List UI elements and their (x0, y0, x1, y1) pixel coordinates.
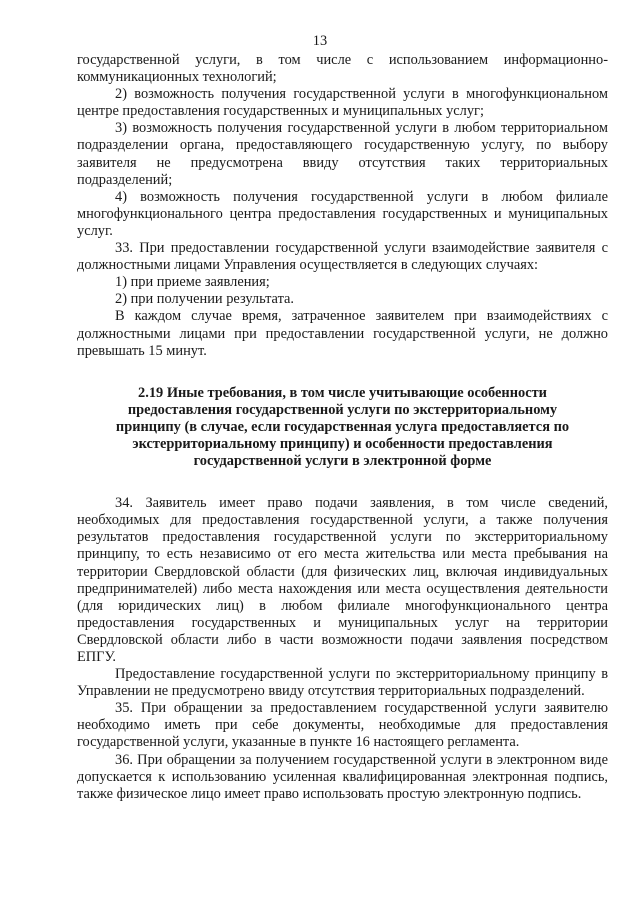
paragraph-item-3-territorial: 3) возможность получения государственной услуги в любом территориальном подразделении органа, предоставляющего государственную услугу, по выбору заявителя не предусмотрена ввиду отсутствия таких территориальных подразделений; (77, 120, 608, 188)
paragraph-36: 36. При обращении за получением государственной услуги в электронном виде допускается к использованию усиленная квалифицированная электронная подпись, также физическое лицо имеет право использовать простую электронную подпись. (77, 751, 608, 802)
paragraph-34: 34. Заявитель имеет право подачи заявления, в том числе сведений, необходимых для предоставления государственной услуги, а также получения результатов предоставления государственной услуги по экстерриториальному принципу, то есть независимо от его места жительства или места пребывания на территории Свердловской области (для физических лиц, включая индивидуальных предпринимателей) либо места нахождения или места осуществления деятельности (для юридических лиц) в любом филиале многофункционального центра предоставления государственных и муниципальных услуг на территории Свердловской области либо в части возможности подачи заявления посредством ЕПГУ. (77, 495, 608, 665)
paragraph-33: 33. При предоставлении государственной услуги взаимодействие заявителя с должностными лицами Управления осуществляется в следующих случаях: (77, 240, 608, 274)
paragraph-33-case-2: 2) при получении результата. (115, 291, 295, 308)
paragraph-34-extraterritorial: Предоставление государственной услуги по экстерриториальному принципу в Управлении не предусмотрено ввиду отсутствия территориальных подразделений. (77, 666, 608, 700)
paragraph-33-case-1: 1) при приеме заявления; (115, 274, 270, 291)
document-body (77, 52, 608, 803)
paragraph-item-3-continuation: государственной услуги, в том числе с использованием информационно-коммуникационных технологий; (77, 52, 608, 86)
paragraph-33-time-limit: В каждом случае время, затраченное заявителем при взаимодействиях с должностными лицами при предоставлении государственной услуги, не должно превышать 15 минут. (77, 308, 608, 359)
page-number: 13 (312, 33, 328, 49)
paragraph-item-4-mfc-branch: 4) возможность получения государственной услуги в любом филиале многофункционального центра предоставления государственных и муниципальных услуг. (77, 188, 608, 239)
paragraph-item-2-mfc: 2) возможность получения государственной услуги в многофункциональном центре предоставления государственных и муниципальных услуг; (77, 86, 608, 120)
section-heading-2-19: 2.19 Иные требования, в том числе учитывающие особенности предоставления государственной услуги по экстерриториальному принципу (в случае, если государственная услуга предоставляется по экстерриториальному принципу) и особенности предоставления государственной услуги в электронной форме (115, 384, 570, 470)
paragraph-35: 35. При обращении за предоставлением государственной услуги заявителю необходимо иметь при себе документы, необходимые для предоставления государственной услуги, указанные в пункте 16 настоящего регламента. (77, 700, 608, 751)
